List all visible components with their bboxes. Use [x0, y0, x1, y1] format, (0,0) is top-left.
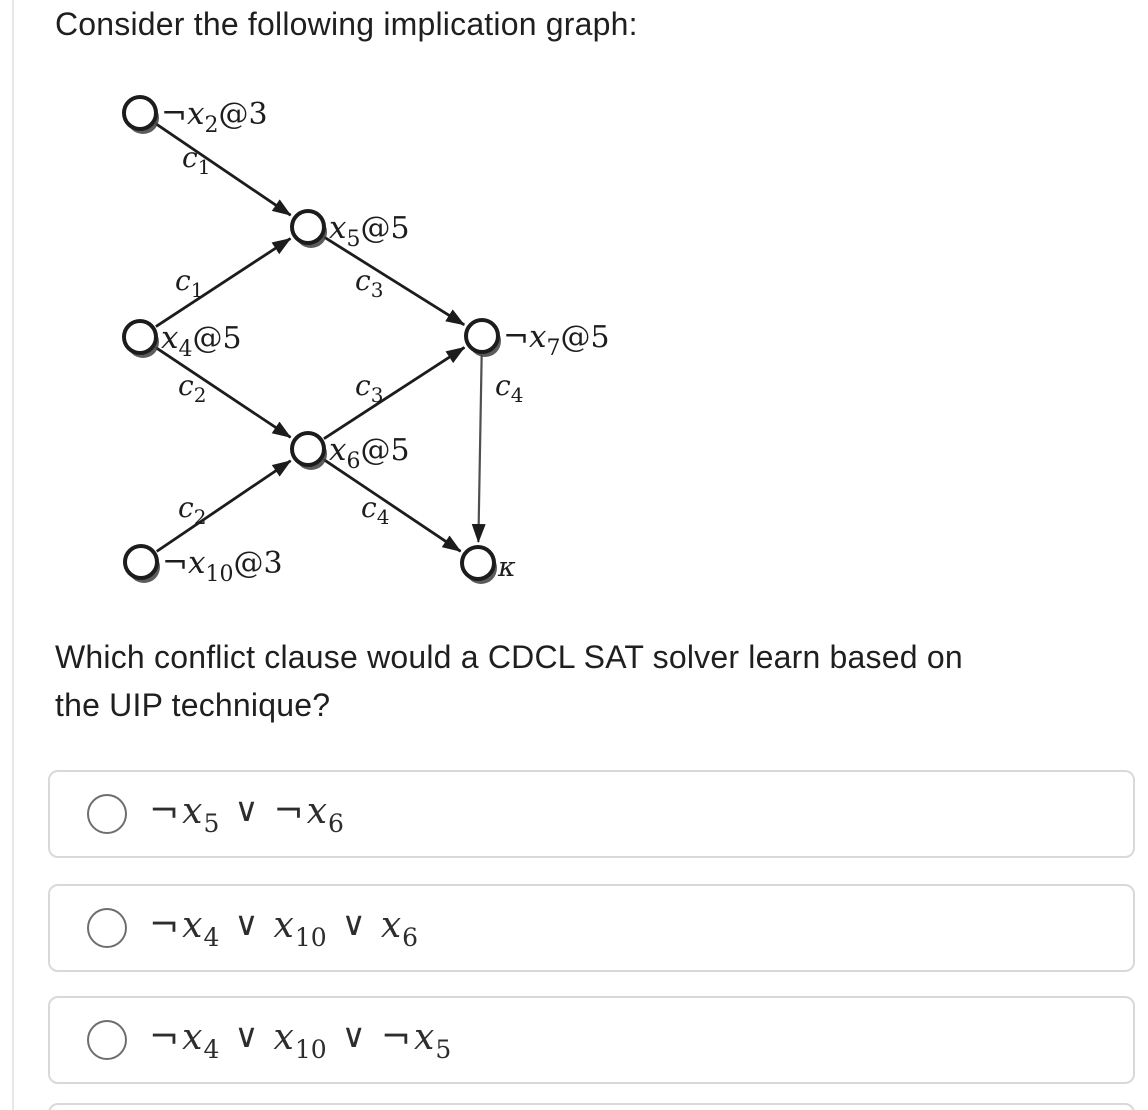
implication-graph [95, 82, 665, 612]
graph-node-label-kappa: κ [498, 552, 516, 583]
graph-node-label-x4: $x_4@5$ [161, 320, 242, 362]
option-formula-2 [149, 905, 418, 952]
not-symbol: ¬ [273, 790, 304, 832]
question-intro-text: Consider the following implication graph: [55, 6, 638, 42]
variable-subscript: 4 [203, 922, 220, 952]
answer-option-1[interactable] [48, 770, 1135, 858]
left-border-rule [12, 0, 14, 1110]
option-formula-3 [149, 1017, 451, 1064]
graph-node-x10 [125, 546, 157, 578]
implication-graph-figure [95, 82, 665, 612]
graph-edge-label-c2: $c_2$ [178, 491, 207, 529]
variable-subscript: 5 [203, 808, 220, 838]
not-symbol: ¬ [149, 904, 180, 946]
option-formula-1 [149, 791, 344, 838]
answer-option-2[interactable] [48, 884, 1135, 972]
variable: x [414, 1016, 435, 1058]
variable: x [273, 1016, 294, 1058]
graph-edge-label-c2: $c_2$ [178, 369, 207, 407]
graph-node-label-x6: $x_6@5$ [329, 432, 410, 474]
question-line-2: the UIP technique? [55, 687, 331, 723]
variable: x [182, 790, 203, 832]
graph-node-x2 [124, 97, 156, 129]
graph-edge-x4-x6 [156, 348, 291, 438]
graph-edge-x10-x6 [157, 461, 291, 552]
graph-edge-x5-x7 [324, 237, 464, 325]
graph-edge-label-c3: $c_3$ [355, 264, 384, 302]
graph-edge-label-c3: $c_3$ [355, 369, 384, 407]
not-symbol: ¬ [380, 1016, 411, 1058]
or-symbol: ∨ [234, 1015, 259, 1055]
question-line-1: Which conflict clause would a CDCL SAT solver learn based on [55, 639, 963, 675]
graph-node-x6 [292, 433, 324, 465]
graph-edge-x6-kappa [324, 460, 461, 552]
answer-option-3[interactable] [48, 996, 1135, 1084]
variable: x [380, 904, 402, 946]
graph-node-label-x10: $\neg x_{10}@3$ [162, 545, 283, 587]
graph-edge-x2-x5 [156, 124, 291, 216]
graph-node-label-x2: $\neg x_2@3$ [161, 96, 268, 138]
graph-node-x5 [292, 211, 324, 243]
radio-button-1[interactable] [87, 794, 127, 834]
or-symbol: ∨ [341, 1015, 366, 1055]
graph-node-kappa [462, 547, 494, 579]
variable: x [182, 1016, 203, 1058]
not-symbol: ¬ [149, 1016, 180, 1058]
or-symbol: ∨ [234, 903, 259, 943]
not-symbol: ¬ [149, 790, 180, 832]
variable: x [182, 904, 203, 946]
graph-edge-label-c4: $c_4$ [495, 369, 524, 407]
variable: x [273, 904, 294, 946]
variable-subscript: 6 [402, 922, 419, 952]
variable-subscript: 4 [203, 1034, 220, 1064]
graph-edge-label-c1: $c_1$ [175, 264, 204, 302]
graph-edge-label-c1: $c_1$ [182, 141, 211, 179]
question-text [55, 633, 963, 729]
variable-subscript: 10 [294, 1034, 327, 1064]
radio-button-2[interactable] [87, 908, 127, 948]
or-symbol: ∨ [341, 903, 366, 943]
variable-subscript: 5 [435, 1034, 452, 1064]
graph-edge-label-c4: $c_4$ [361, 491, 390, 529]
variable: x [306, 790, 328, 832]
variable-subscript: 6 [328, 808, 344, 838]
answer-options [48, 770, 1135, 1110]
graph-edge-x7-kappa [478, 355, 481, 542]
radio-button-3[interactable] [87, 1020, 127, 1060]
graph-node-x7 [466, 320, 498, 352]
graph-node-label-x7: $\neg x_7@5$ [503, 319, 610, 361]
or-symbol: ∨ [234, 789, 259, 829]
graph-edge-x6-x7 [324, 347, 464, 438]
graph-node-x4 [124, 321, 156, 353]
graph-node-label-x5: $x_5@5$ [329, 210, 410, 252]
variable-subscript: 10 [294, 922, 327, 952]
answer-option-4[interactable] [48, 1103, 1135, 1110]
